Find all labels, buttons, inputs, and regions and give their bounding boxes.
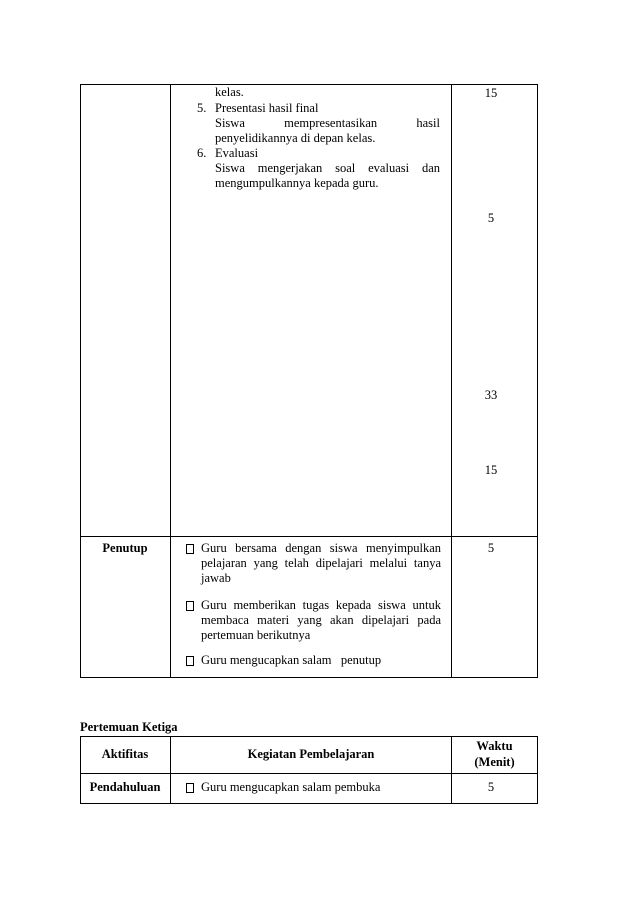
time-value: 15	[484, 86, 498, 100]
list-item-desc-line	[215, 116, 440, 131]
bullet-line: jawab	[201, 571, 231, 585]
table-border-bottom	[80, 677, 538, 678]
desc-word: hasil	[416, 116, 440, 130]
table-border-top	[80, 736, 538, 737]
time-value: 15	[484, 463, 498, 477]
bullet-line: Guru mengucapkan salam penutup	[201, 653, 382, 667]
header-waktu: Waktu	[476, 739, 513, 753]
time-value: 5	[487, 541, 495, 555]
time-value: 5	[487, 780, 495, 794]
list-item-title: Presentasi hasil final	[215, 101, 319, 115]
bullet-line: pelajaran yang telah dipelajari melalui tanya	[201, 556, 441, 570]
desc-word: mempresentasikan	[284, 116, 378, 130]
continued-text: kelas.	[215, 85, 244, 99]
list-item-number: 6.	[197, 146, 207, 160]
table-border-right	[537, 84, 538, 678]
table-col-divider	[170, 84, 171, 678]
bullet-line: Guru bersama dengan siswa menyimpulkan	[201, 541, 441, 555]
bullet-line: pertemuan berikutnya	[201, 628, 311, 642]
list-item-desc-line: penyelidikannya di depan kelas.	[215, 131, 376, 145]
time-value: 5	[487, 211, 495, 225]
table-col-divider	[451, 84, 452, 678]
table-border-right	[537, 736, 538, 804]
bullet-icon	[186, 656, 194, 666]
bullet-line: Guru mengucapkan salam pembuka	[201, 780, 381, 794]
table-row-divider	[80, 773, 538, 774]
list-item-desc-line: Siswa mengerjakan soal evaluasi dan	[215, 161, 440, 175]
table-border-bottom	[80, 803, 538, 804]
bullet-line: membaca materi yang akan dipelajari pada	[201, 613, 441, 627]
activity-label: Pendahuluan	[89, 780, 161, 794]
section-title: Pertemuan Ketiga	[80, 720, 178, 734]
header-aktifitas: Aktifitas	[101, 747, 149, 761]
list-item-number: 5.	[197, 101, 207, 115]
header-kegiatan: Kegiatan Pembelajaran	[247, 747, 375, 761]
time-value: 33	[484, 388, 498, 402]
table-border-top	[80, 84, 538, 85]
list-item-desc-line: mengumpulkannya kepada guru.	[215, 176, 379, 190]
list-item-title: Evaluasi	[215, 146, 259, 160]
header-waktu-unit: (Menit)	[474, 755, 515, 769]
bullet-icon	[186, 601, 194, 611]
bullet-line: Guru memberikan tugas kepada siswa untuk	[201, 598, 441, 612]
bullet-icon	[186, 544, 194, 554]
table-row-divider	[80, 536, 538, 537]
bullet-icon	[186, 783, 194, 793]
desc-word: Siswa	[215, 116, 245, 130]
table-border-left	[80, 84, 81, 678]
activity-label: Penutup	[102, 541, 148, 555]
